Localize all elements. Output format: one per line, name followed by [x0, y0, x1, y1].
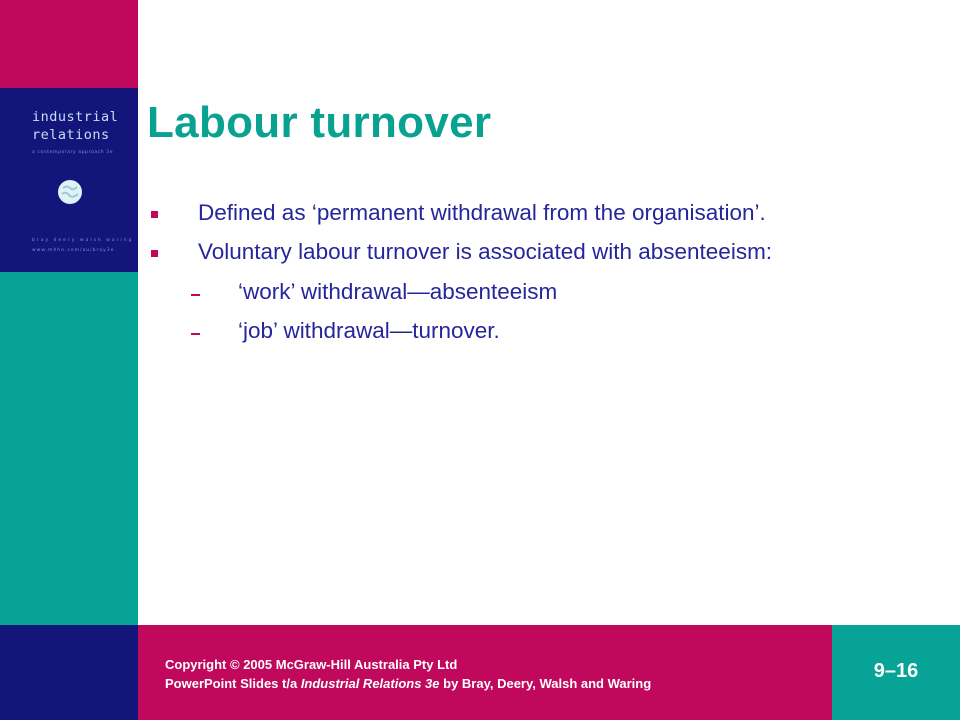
book-cover-subtitle: a contemporary approach 3e: [32, 150, 114, 155]
book-cover-website: www.mhhe.com/au/bray3e: [32, 248, 115, 253]
book-cover-title-line1: industrial: [32, 109, 119, 125]
credit-suffix: by Bray, Deery, Walsh and Waring: [439, 676, 652, 691]
sub-bullet-dash-icon: [191, 294, 200, 296]
footer-copyright-line: [165, 655, 651, 674]
copyright-prefix: Copyright: [165, 657, 230, 672]
book-cover-authors: bray deery walsh waring: [32, 238, 134, 243]
book-cover-image: [0, 88, 138, 272]
slide-title: Labour turnover: [147, 98, 492, 147]
book-cover-title-line2: relations: [32, 127, 110, 143]
sub-bullet-work-withdrawal: ‘work’ withdrawal—absenteeism: [238, 279, 558, 304]
bullet-square-icon: [151, 211, 158, 218]
slide-number: 9–16: [873, 660, 919, 682]
globe-icon: [57, 179, 83, 205]
copyright-symbol: ©: [230, 657, 240, 672]
decor-band-magenta: [0, 0, 138, 88]
sub-bullet-job-withdrawal: ‘job’ withdrawal—turnover.: [238, 318, 500, 343]
footer-copyright: [165, 655, 651, 693]
sub-bullet-dash-icon: [191, 333, 200, 335]
copyright-rest: 2005 McGraw-Hill Australia Pty Ltd: [239, 657, 458, 672]
decor-band-teal: [0, 272, 138, 625]
book-title-italic: Industrial Relations 3e: [300, 676, 440, 691]
bullet-voluntary-turnover: Voluntary labour turnover is associated with absenteeism:: [198, 239, 773, 264]
bullet-definition: Defined as ‘permanent withdrawal from the organisation’.: [198, 200, 766, 225]
bullet-square-icon: [151, 250, 158, 257]
footer-credit-line: [165, 674, 651, 693]
footer-decor-navy: [0, 625, 138, 720]
credit-prefix: PowerPoint Slides t/a: [165, 676, 301, 691]
